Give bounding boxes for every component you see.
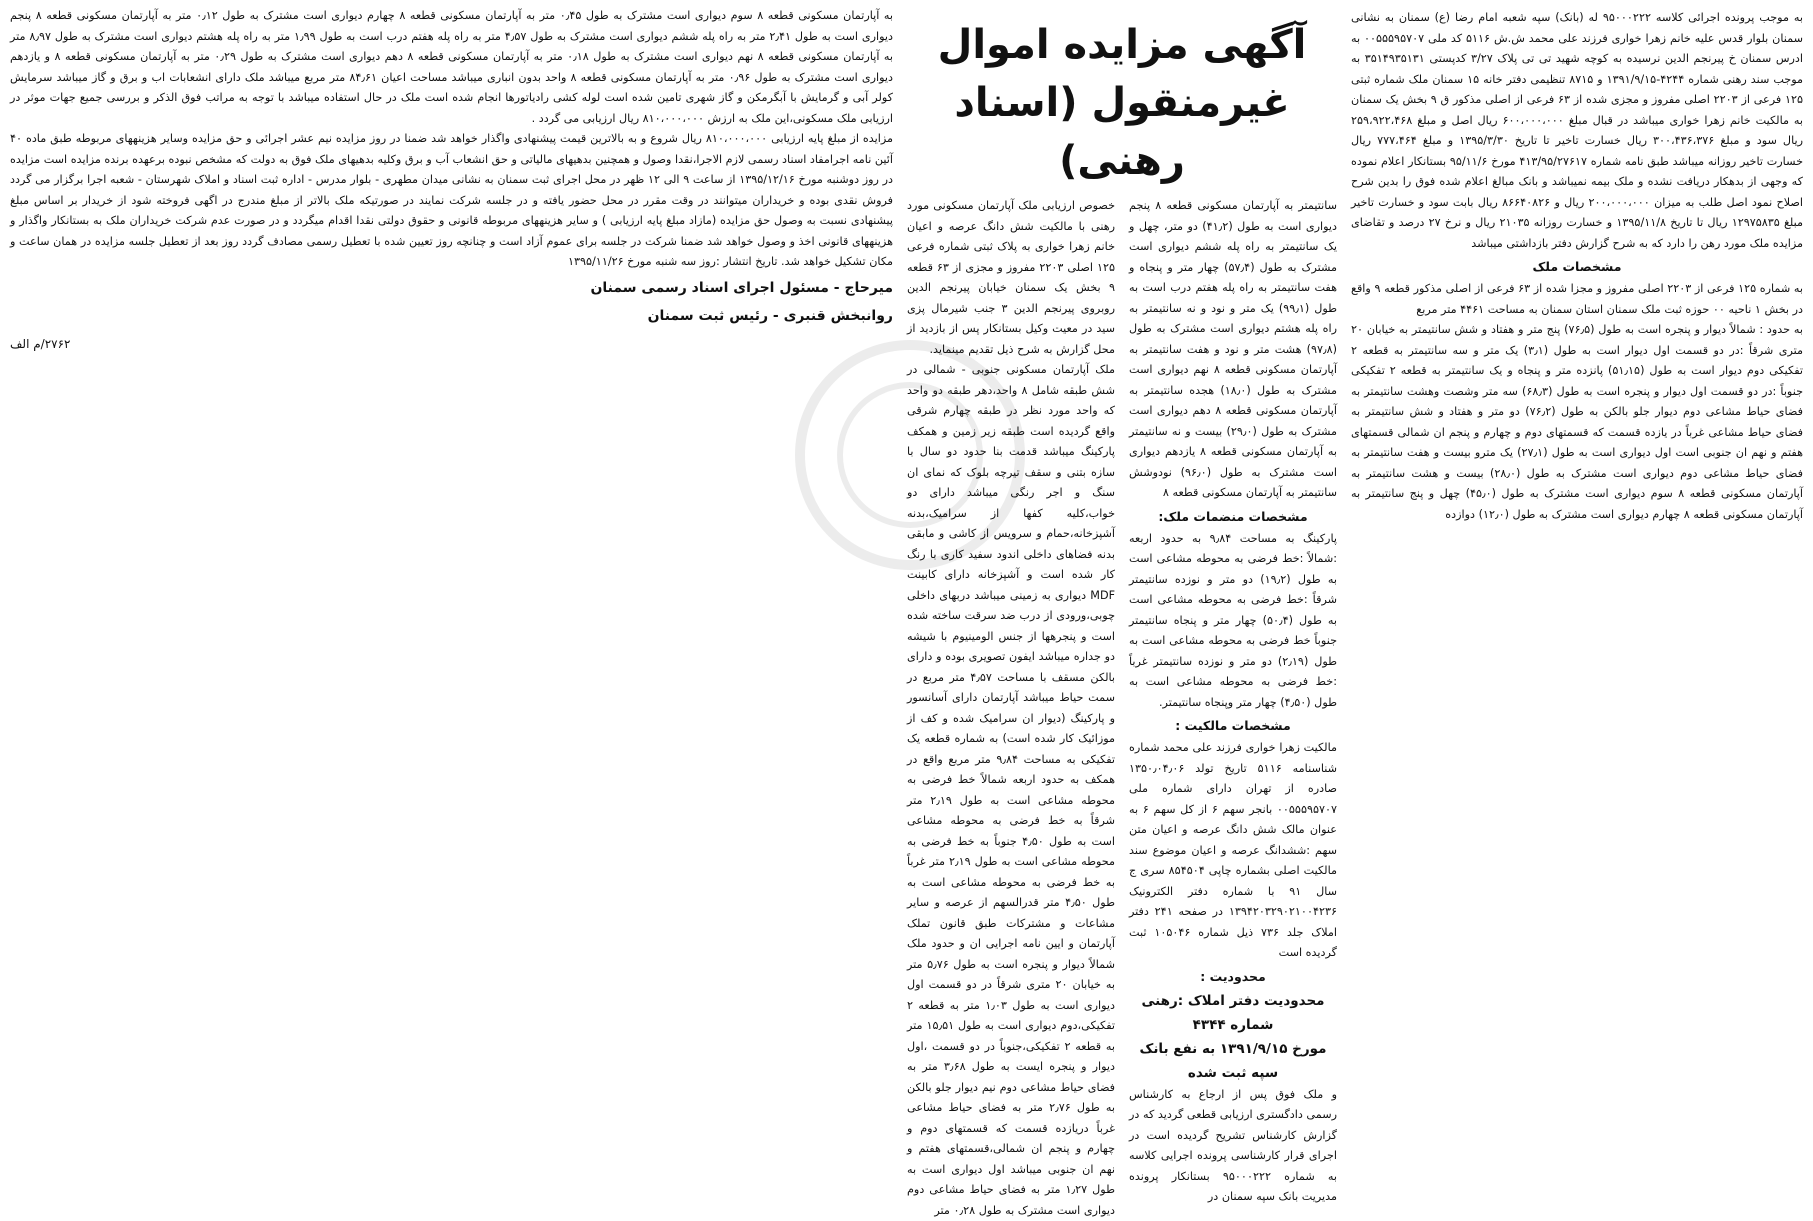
boundaries-continued-paragraph: سانتیمتر به آپارتمان مسکونی قطعه ۸ پنجم دیواری است به طول (۴۱٫۲) دو متر، چهل و یک سانتیمتر به راه پله ششم دیواری است مشترک به طول (۵۷٫۴) چهار متر و پنجاه و هفت سانتیمتر به راه پله هفتم درب است به طول (۹۹٫۱) یک متر و نود و نه سانتیمتر به راه پله هشتم دیواری است مشترک به طول (۹۷٫۸) هشت متر و نود و هفت سانتیمتر به آپارتمان مسکونی قطعه ۸ نهم دیواری است مشترک به طول (۱۸٫۰) هجده سانتیمتر به آپارتمان مسکونی قطعه ۸ دهم دیواری است مشترک به طول (۲۹٫۰) بیست و نه سانتیمتر به آپارتمان مسکونی قطعه ۸ یازدهم دیواری است مشترک به طول (۹۶٫۰) نودوشش سانتیمتر به آپارتمان مسکونی قطعه ۸ (1129, 199, 1338, 499)
property-boundaries-paragraph: به حدود : شمالاً دیوار و پنجره است به طول (۷۶٫۵) پنج متر و هفتاد و شش سانتیمتر به خیابان ۲۰ متری شرقاً :در دو قسمت اول دیوار است به طول (۳٫۱) یک متر و سه سانتیمتر به قطعه ۲ تفکیکی دوم دیوار است به طول (۵۱٫۱۵) پانزده متر و پنجاه و یک سانتیمتر به قطعه ۲ تفکیکی جنوباً :در دو قسمت اول دیوار و پنجره است به طول (۶۸٫۳) سه متر وشصت وهشت سانتیمتر به فضای حیاط مشاعی دوم دیوار جلو بالکن به طول (۷۶٫۲) دو متر و هفتاد و شش سانتیمتر به فضای حیاط مشاعی غرباً در یازده قسمت که قسمتهای دوم و چهارم و پنجم ان شمالی قسمتهای هفتم و نهم ان جنوبی است اول دیواری است به طول (۲۷٫۱) یک مترو بیست و هفت سانتیمتر به فضای حیاط مشاعی دوم دیواری است مشترک به طول (۲۸٫۰) بیست و هشت سانتیمتر به آپارتمان مسکونی قطعه ۸ سوم دیواری است مشترک به طول (۴۵٫۰) چهل و پنج سانتیمتر به آپارتمان مسکونی قطعه ۸ چهارم دیواری است مشترک به طول (۱۲٫۰) دوازده (1351, 323, 1804, 521)
property-specs-heading: مشخصات ملک (1532, 259, 1622, 274)
notice-code: ۲۷۶۲/م الف (10, 336, 71, 351)
center-body (907, 196, 1337, 1221)
case-intro-paragraph: به موجب پرونده اجرائی کلاسه ۹۵۰۰۰۲۲۲ له (بانک) سپه شعبه امام رضا (ع) سمنان به نشانی سمنان بلوار قدس علیه خانم زهرا خواری فرزند علی محمد ش.ش ۵۱۱۶ کد ملی ۰۰۵۵۵۹۵۷۰۷ به ادرس سمنان خ پیرنجم الدین نرسیده به کوچه شهید تی تی پلاک ۳/۲۷ کدپستی ۳۵۱۴۹۳۵۱۳۱ به موجب سند رهنی شماره ۴۲۴۴-۱۳۹۱/۹/۱۵ و ۸۷۱۵ تنظیمی دفتر خانه ۱۵ سمنان ملک شماره ثبتی ۱۲۵ فرعی از ۲۲۰۳ اصلی مفروز و مجزی شده از ۶۳ فرعی از اصلی مذکور ق ۹ بخش یک سمنان به مالکیت خانم زهرا خواری میباشد در قبال مبلغ ۶۰۰،۰۰۰،۰۰۰ ریال اصل و مبلغ ۲۵۹،۹۲۲،۴۶۸ ریال سود و مبلغ ۳۰۰،۴۳۶،۳۷۶ ریال خسارت تاخیر تا تاریخ ۱۳۹۵/۳/۳۰ و مبلغ ۷۷۷،۴۶۴ ریال خسارت تاخیر روزانه میباشد طبق نامه شماره ۴۱۳/۹۵/۲۷۶۱۷ مورخ ۹۵/۱۱/۶ بستانکار اعلام نموده که وجهی از بدهکار دریافت نشده و ملک بیمه نمیباشد و بانک مبالغ اعلام شده فوق را بدین شرح اصلاح نمود اصل طلب به میزان ۲۰۰،۰۰۰،۰۰۰ ریال و ۸۶۶۴۰۸۲۶ ریال بابت سود و خسارت تاخیر مبلغ ۱۲۹۷۵۸۳۵ ریال تا تاریخ ۱۳۹۵/۱۱/۸ و خسارت روزانه ۲۱۰۳۵ ریال و نرخ ۲۷ درصد و تقاضای مزایده ملک مورد رهن را دارد که به شرح گزارش دفتر بازداشتی میباشد (1351, 11, 1804, 250)
appurtenances-heading: مشخصات منضمات ملک: (1158, 508, 1308, 524)
column-right (1351, 6, 1803, 1221)
restriction-line-2: مورخ ۱۳۹۱/۹/۱۵ به نفع بانک سپه ثبت شده (1139, 1040, 1327, 1081)
appraisal-paragraph: خصوص ارزیابی ملک آپارتمان مسکونی مورد رهنی با مالکیت شش دانگ عرصه و اعیان خانم زهرا خواری به پلاک ثبتی شماره فرعی ۱۲۵ اصلی ۲۲۰۳ مفروز و مجزی از ۶۳ قطعه ۹ بخش یک سمنان خیابان پیرنجم الدین روبروی پیرنجم الدین ۳ جنب شیرمال پزی سید در معیت وکیل بستانکار پس از بازدید از محل گزارش به شرح ذیل تقدیم مینماید. (907, 199, 1115, 356)
column-center (907, 6, 1337, 1221)
auction-terms-paragraph: مزایده از مبلغ پایه ارزیابی ۸۱۰،۰۰۰،۰۰۰ ریال شروع و به بالاترین قیمت پیشنهادی واگذار خواهد شد ضمنا در روز مزایده نیم عشر اجرائی و حق مزایده وسایر هزینههای مربوطه طبق ماده ۴۰ آئین نامه اجرامفاد اسناد رسمی لازم الاجرا،نقدا وصول و همچنین بدهیهای مالیاتی و حق انشعاب آب و برق وکلیه بدهیهای ملک فوق به دولت که مشخص نبوده برعهده برنده مزایده است مزایده در روز دوشنبه مورخ ۱۳۹۵/۱۲/۱۶ از ساعت ۹ الی ۱۲ ظهر در محل اجرای ثبت سمنان به نشانی میدان مطهری - بلوار مدرس - اداره ثبت اسناد و املاک شهرستان - شعبه اجرا برگزار می گردد فروش نقدی بوده و خریداران میتوانند در وقت مقرر در محل حضور یافته و در جلسه شرکت نمایند در صورتیکه ملک بالاتر از مبلغ مندرج در اگهی فروخته شود از خریدار بر اساس مبلغ پیشنهادی نسبت به وصول حق مزایده (مازاد مبلغ پایه ارزیابی ) و سایر هزینههای مربوطه قانونی و حقوق دولتی نقدا اقدام میگردد و در صورت عدم شرکت خریداران ملک به بستانکار واگذار و هزینههای قانونی اخذ و وصول خواهد شد ضمنا شرکت در جلسه برای عموم آزاد است و چنانچه روز تعیین شده با تعطیل رسمی مصادف گردد روز بعد از تعطیل جلسه مزایده در همان ساعت و مکان تشکیل خواهد شد. تاریخ انتشار :روز سه شنبه مورخ ۱۳۹۵/۱۱/۲۶ (10, 132, 893, 268)
restriction-heading: محدودیت : (1200, 968, 1266, 984)
ownership-paragraph: مالکیت زهرا خواری فرزند علی محمد شماره شناسنامه ۵۱۱۶ تاریخ تولد ۱۳۵۰٫۰۴٫۰۶ صادره از تهران دارای شماره ملی ۰۰۵۵۵۹۵۷۰۷ بانجر سهم ۶ از کل سهم ۶ به عنوان مالک شش دانگ عرصه و اعیان متن سهم :ششدانگ عرصه و اعیان موضوع سند مالکیت اصلی بشماره چاپی ۸۵۴۵۰۴ سری ج سال ۹۱ با شماره دفتر الکترونیک ۱۳۹۴۲۰۳۲۹۰۲۱۰۰۴۲۳۶ در صفحه ۲۴۱ دفتر املاک جلد ۷۳۶ ذیل شماره ۱۰۵۰۴۶ ثبت گردیده است (1129, 741, 1338, 959)
valuation-paragraph: به آپارتمان مسکونی قطعه ۸ سوم دیواری است مشترک به طول ۰٫۴۵ متر به آپارتمان مسکونی قطعه ۸ چهارم دیواری است مشترک به طول ۰٫۱۲ متر به آپارتمان مسکونی قطعه ۸ پنجم دیواری است به طول ۲٫۴۱ متر به راه پله ششم دیواری است مشترک به طول ۴٫۵۷ متر به راه پله هفتم درب است به طول ۱٫۹۹ متر به راه پله هشتم دیواری است مشترک به طول ۸٫۹۷ متر به آپارتمان مسکونی قطعه ۸ نهم دیواری است مشترک به طول ۰٫۱۸ متر به آپارتمان مسکونی قطعه ۸ دهم دیواری است مشترک به طول ۰٫۲۹ متر به آپارتمان مسکونی قطعه ۸ و یازدهم دیواری است مشترک به طول ۰٫۹۶ متر به آپارتمان مسکونی قطعه ۸ واحد بدون انباری میباشد مساحت اعیان ۸۴٫۶۱ متر مربع میباشد ملک دارای انشعابات اب و برق و گاز میباشد سرمایش کولر آبی و گرمایش با آبگرمکن و گاز شهری تامین شده است لوله کشی رادیاتورها انجام شده است ملک در حال استفاده میباشد با توجه به مراتب فوق الذکر و بررسی جمیع جهات موثر در ارزیابی ملک مسکونی،این ملک به ارزش ۸۱۰،۰۰۰،۰۰۰ ریال ارزیابی می گردد . (10, 9, 894, 125)
building-description-paragraph: ملک آپارتمان مسکونی جنوبی - شمالی در شش طبقه شامل ۸ واحد،دهر طبقه دو واحد که واحد مورد نظر در طبقه چهارم شرقی واقع گردیده است طبقه زیر زمین و همکف پارکینگ میباشد قدمت بنا حدود دو سال با سازه بتنی و سقف تیرچه بلوک که نمای ان سنگ و اجر رنگی میباشد دارای دو خواب،کلیه کفها از سرامیک،بدنه آشپزخانه،حمام و سرویس از کاشی و مابقی بدنه فضاهای داخلی اندود سفید کاری با رنگ کار شده است و آشپزخانه دارای کابینت MDF دیواری به زمینی میباشد دربهای داخلی چوبی،ورودی از درب ضد سرقت ساخته شده است و پنجرهها از جنس الومینیوم با شیشه دو جداره میباشد ایفون تصویری بوده و دارای بالکن مسقف با مساحت ۴٫۵۷ متر مربع در سمت حیاط میباشد آپارتمان دارای آسانسور و پارکینگ (دیوار ان سرامیک شده و کف از موزائیک کار شده است) به شماره قطعه یک تفکیکی به مساحت ۹٫۸۴ متر مربع واقع در همکف به حدود اربعه شمالاً خط فرضی به محوطه مشاعی است به طول ۲٫۱۹ متر شرقاً به خط فرضی به محوطه مشاعی است به طول ۴٫۵۰ جنوباً به خط فرضی به محوطه مشاعی است به طول ۲٫۱۹ متر غرباً به خط فرضی به محوطه مشاعی است به طول ۴٫۵۰ متر قدرالسهم از عرصه و سایر مشاعات و مشترکات طبق قانون تملک آپارتمان و ایین نامه اجرایی ان و حدود ملک شمالاً دیوار و پنجره است به طول ۵٫۷۶ متر به خیابان ۲۰ متری شرقاً در دو قسمت اول دیواری است به طول ۱٫۰۳ متر به قطعه ۲ تفکیکی،دوم دیواری است به طول ۱۵٫۵۱ متر به قطعه ۲ تفکیکی،جنوباً در دو قسمت ،اول دیوار و پنجره ایست به طول ۳٫۶۸ متر به فضای حیاط مشاعی دوم نیم دیوار جلو بالکن به طول ۲٫۷۶ متر به فضای حیاط مشاعی غرباً دریازده قسمت که قسمتهای دوم و چهارم و پنجم ان شمالی،قسمتهای هفتم و نهم ان جنوبی میباشد اول دیواری است به طول ۱٫۲۷ متر به فضای حیاط مشاعی دوم دیواری است مشترک به طول ۰٫۲۸ متر (907, 363, 1116, 1217)
signature-executor: میرحاج - مسئول اجرای اسناد رسمی سمنان (590, 279, 893, 296)
parking-paragraph: پارکینگ به مساحت ۹٫۸۴ به حدود اربعه :شمالاً :خط فرضی به محوطه مشاعی است به طول (۱۹٫۲) دو متر و نوزده سانتیمتر شرقاً :خط فرضی به محوطه مشاعی است به طول (۵۰٫۴) چهار متر و پنجاه سانتیمتر جنوباً خط فرضی به محوطه مشاعی است به طول (۲٫۱۹) دو متر و نوزده سانتیمتر غرباً :خط فرضی به محوطه مشاعی است به طول (۴٫۵۰) چهار متر وپنجاه سانتیمتر. (1129, 531, 1338, 709)
restriction-line-1: محدودیت دفتر املاک :رهنی شماره ۴۳۴۴ (1141, 992, 1325, 1033)
column-left (10, 6, 893, 1221)
ownership-heading: مشخصات مالکیت : (1175, 718, 1291, 733)
signature-registry-head: روانبخش قنبری - رئیس ثبت سمنان (647, 307, 893, 324)
notice-title: آگهی مزایده اموال غیرمنقول (اسناد رهنی) (937, 22, 1307, 184)
column-center-right (1129, 196, 1337, 1221)
property-specs-paragraph: به شماره ۱۲۵ فرعی از ۲۲۰۳ اصلی مفروز و مجزا شده از ۶۳ فرعی از اصلی مذکور قطعه ۹ واقع در بخش ۱ ناحیه ۰۰ حوزه ثبت ملک سمنان استان سمنان به مساحت ۴۴۶۱ متر مربع (1351, 282, 1803, 316)
column-center-left (907, 196, 1115, 1221)
appraisal-intro-paragraph: و ملک فوق پس از ارجاع به کارشناس رسمی دادگستری ارزیابی قطعی گردید که در گزارش کارشناس تشریح گردیده است در اجرای قرار کارشناسی پرونده اجرایی کلاسه به شماره ۹۵۰۰۰۲۲۲ بستانکار پرونده مدیریت بانک سپه سمنان در (1129, 1087, 1337, 1203)
notice-columns (10, 6, 1804, 1217)
